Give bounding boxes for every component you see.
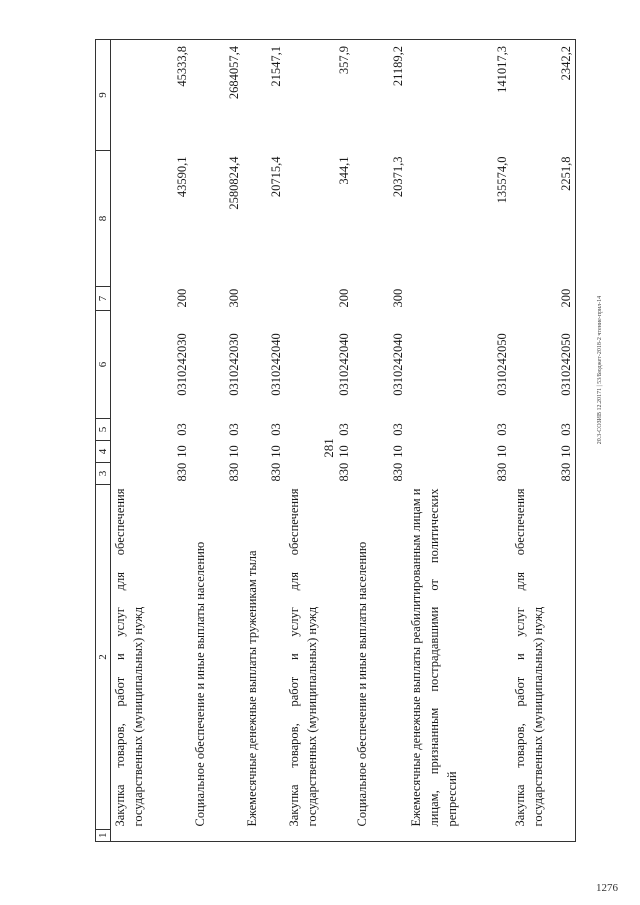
cell-value-8: 20371,3 [391,156,405,198]
cell-type [243,287,285,311]
cell-value-8: 43590,1 [175,156,189,198]
cell-value-8: 2251,8 [511,151,576,287]
header-col-7: 7 [96,287,111,311]
cell-subsection: 03 [511,419,576,441]
header-col-9: 9 [96,40,111,151]
table-row [407,40,511,842]
table-row [353,40,407,842]
budget-table [95,39,576,842]
row-name: Социальное обеспечение и иные выплаты населению [355,541,369,827]
cell-admin: 830 [495,462,509,482]
cell-type: 300 [227,288,241,308]
table-row [243,40,285,842]
table-row [285,40,353,842]
row-name: Ежемесячные денежные выплаты реабилитированным лицам и лицам, признанным пострадавшими от политических репрессий [409,488,459,827]
cell-admin: 830 [227,462,241,482]
cell-value-8: 135574,0 [495,156,509,204]
cell-section: 10 [175,445,189,458]
cell-section: 10 [337,445,351,458]
cell-target: 0310242040 [391,333,405,396]
cell-section: 10 [391,445,405,458]
header-col-6: 6 [96,311,111,419]
cell-type: 200 [337,288,351,308]
cell-subsection: 03 [175,423,189,436]
cell-section: 10 [511,441,576,463]
table-row [191,40,243,842]
cell-type [407,287,511,311]
cell-target: 0310242030 [175,333,189,396]
cell-value-8: 20715,4 [269,156,283,198]
cell-admin: 830 [511,463,576,485]
cell-admin: 830 [175,462,189,482]
table-row [511,40,576,842]
budget-table-rotated [95,40,573,842]
cell-admin: 830 [391,462,405,482]
cell-value-9: 357,9 [285,40,353,151]
header-col-8: 8 [96,151,111,287]
cell-target: 0310242040 [269,333,283,396]
header-col-2: 2 [96,485,111,830]
row-name: Социальное обеспечение и иные выплаты населению [193,541,207,827]
cell-subsection: 03 [391,423,405,436]
cell-target: 0310242040 [337,333,351,396]
sheet-number: 1276 [596,882,618,894]
budget-table-area [95,40,573,842]
cell-section: 10 [495,445,509,458]
row-name: Ежемесячные денежные выплаты труженикам тыла [245,550,259,827]
cell-section: 10 [227,445,241,458]
page-number: 281 [321,438,336,458]
header-col-4: 4 [96,441,111,463]
cell-value-9: 21189,2 [353,40,407,151]
cell-value-9: 141017,3 [407,40,511,151]
cell-admin: 830 [269,462,283,482]
header-row [96,40,111,842]
header-col-1: 1 [96,830,111,842]
cell-value-9: 2342,2 [511,40,576,151]
cell-target: 0310242030 [227,333,241,396]
cell-type: 200 [175,288,189,308]
cell-subsection: 03 [269,423,283,436]
cell-value-8: 344,1 [337,156,351,185]
table-row [111,40,192,842]
footer-code: 20.3-СОЗИВ 12.20171 | 53/Бюджет-2018-2 чтение-прил-14 [597,295,603,445]
cell-admin: 830 [337,462,351,482]
cell-value-9: 2684057,4 [191,40,243,151]
cell-subsection: 03 [337,423,351,436]
cell-value-9: 45333,8 [111,40,192,151]
header-col-5: 5 [96,419,111,441]
cell-target: 0310242050 [511,311,576,419]
header-col-3: 3 [96,463,111,485]
cell-value-9: 21547,1 [243,40,285,151]
cell-subsection: 03 [227,423,241,436]
cell-section: 10 [269,445,283,458]
row-name: Закупка товаров, работ и услуг для обеспечения государственных (муниципальных) нужд [287,488,319,827]
cell-subsection: 03 [495,423,509,436]
row-name: Закупка товаров, работ и услуг для обеспечения государственных (муниципальных) нужд [511,485,576,830]
cell-type: 300 [391,288,405,308]
cell-target: 0310242050 [495,333,509,396]
row-name: Закупка товаров, работ и услуг для обеспечения государственных (муниципальных) нужд [113,488,145,827]
cell-value-8: 2580824,4 [227,156,241,210]
cell-type: 200 [511,287,576,311]
